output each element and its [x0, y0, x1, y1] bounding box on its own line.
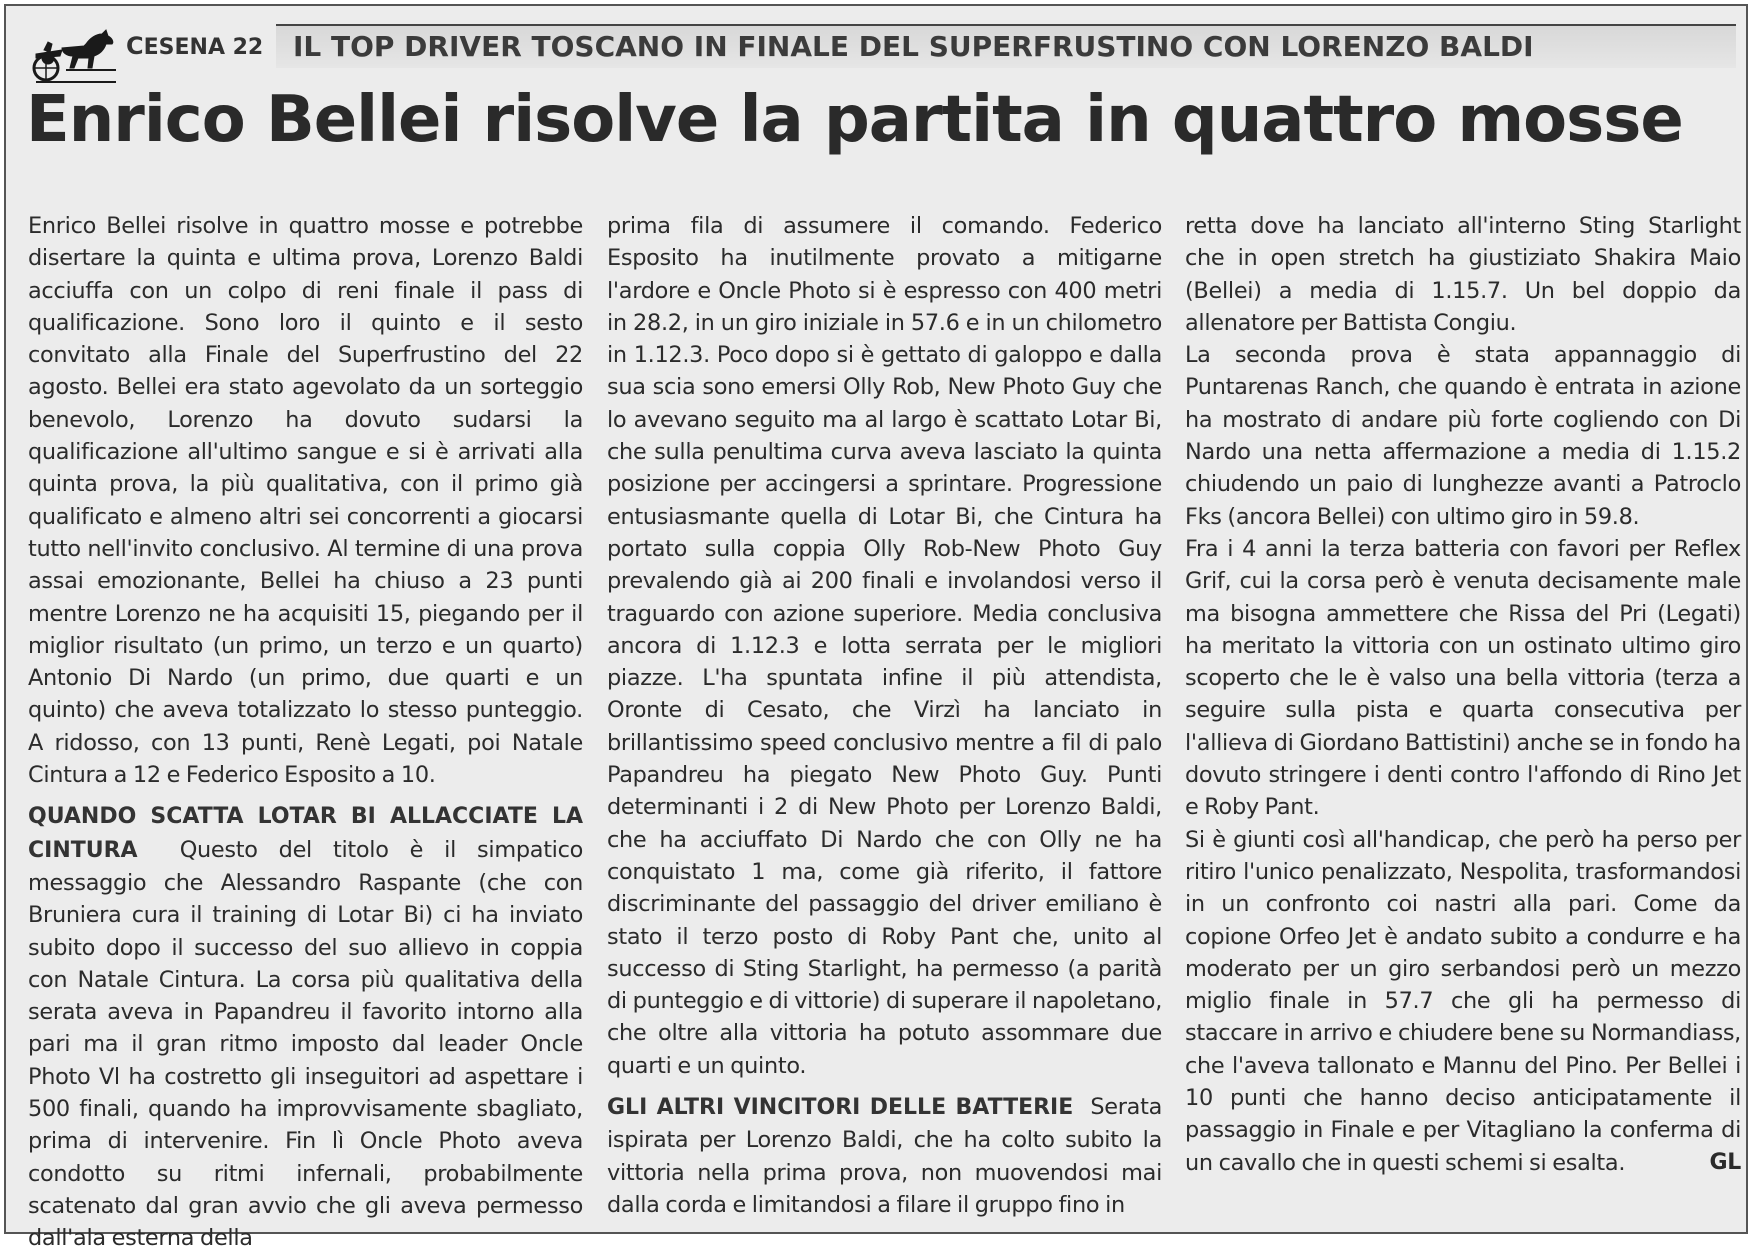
author-signature: GL [1709, 1149, 1741, 1175]
article-paragraph: QUANDO SCATTA LOTAR BI ALLACCIATE LA CINTURA Questo del titolo è il simpatico messaggio che Alessandro Raspante (che con Bruniera cura il training di Lotar Bi) ci ha inviato subito dopo il successo del suo allievo in coppia con Natale Cintura. La corsa più qualitativa della serata aveva in Papandreu il favorito intorno alla pari ma il gran ritmo imposto dal leader Oncle Photo Vl ha costretto gli inseguitori ad aspettare i 500 finali, quando ha improvvisamente sbagliato, prima di intervenire. Fin lì Oncle Photo aveva condotto su ritmi infernali, probabilmente scatenato dal gran avvio che gli aveva permesso dall'ala esterna della [28, 804, 584, 1252]
article-paragraph: GLI ALTRI VINCITORI DELLE BATTERIE Serata ispirata per Lorenzo Baldi, che ha colto subito la vittoria nella prima prova, non muovendosi mai dalla corda e limitandosi a filare il gruppo fino in [607, 1094, 1162, 1218]
article-paragraph: La seconda prova è stata appannaggio di Puntarenas Ranch, che quando è entrata in azione ha mostrato di andare più forte cogliendo con Di Nardo una netta affermazione a media di 1.15.2 chiudendo un paio di lunghezze avanti a Patroclo Fks (ancora Bellei) con ultimo giro in 59.8. [1185, 342, 1741, 530]
subheading: GLI ALTRI VINCITORI DELLE BATTERIE [607, 1095, 1074, 1121]
article-column-1 [28, 210, 583, 1255]
article-paragraph: Fra i 4 anni la terza batteria con favori per Reflex Grif, cui la corsa però è venuta decisamente male ma bisogna ammettere che Rissa del Pri (Legati) ha meritato la vittoria con un ostinato ultimo giro scoperto che le è valso una bella vittoria (terza a seguire sulla pista e quarta consecutiva per l'allieva di Giordano Battistini) anche se in fondo ha dovuto stringere i denti contro l'affondo di Rino Jet e Roby Pant. [1185, 535, 1741, 821]
newspaper-page [4, 4, 1748, 1252]
article-paragraph: prima fila di assumere il comando. Federico Esposito ha inutilmente provato a mitigarne l'ardore e Oncle Photo si è espresso con 400 metri in 28.2, in un giro iniziale in 57.6 e in un chilometro in 1.12.3. Poco dopo si è gettato di galoppo e dalla sua scia sono emersi Olly Rob, New Photo Guy che lo avevano seguito ma al largo è scattato Lotar Bi, che sulla penultima curva aveva lasciato la quinta posizione per accingersi a sprintare. Progressione entusiasmante quella di Lotar Bi, che Cintura ha portato sulla coppia Olly Rob-New Photo Guy prevalendo già ai 200 finali e involandosi verso il traguardo con azione superiore. Media conclusiva ancora di 1.12.3 e lotta serrata per le migliori piazze. L'ha spuntata infine il più attendista, Oronte di Cesato, che Virzì ha lanciato in brillantissimo speed conclusivo mentre a fil di palo Papandreu ha piegato New Photo Guy. Punti determinanti i 2 di New Photo per Lorenzo Baldi, che ha acciuffato Di Nardo che con Olly ne ha conquistato 1 ma, come già riferito, il fattore discriminante del passaggio del driver emiliano è stato il terzo posto di Roby Pant che, unito al successo di Sting Starlight, ha permesso (a parità di punteggio e di vittorie) di superare il napoletano, che oltre alla vittoria ha potuto assommare due quarti e un quinto. [607, 213, 1163, 1079]
article-column-3 [1185, 210, 1741, 1179]
headline: Enrico Bellei risolve la partita in quattro mosse [26, 83, 1683, 157]
subheading: QUANDO SCATTA LOTAR BI ALLACCIATE LA CINTURA [28, 804, 583, 863]
section-label: CESENA 22 [126, 32, 264, 60]
article-paragraph: Enrico Bellei risolve in quattro mosse e potrebbe disertare la quinta e ultima prova, Lorenzo Baldi acciuffa con un colpo di reni finale il pass di qualificazione. Sono loro il quinto e il sesto convitato alla Finale del Superfrustino del 22 agosto. Bellei era stato agevolato da un sorteggio benevolo, Lorenzo ha dovuto sudarsi la qualificazione all'ultimo sangue e si è arrivati alla quinta prova, la più qualitativa, con il primo già qualificato e almeno altri sei concorrenti a giocarsi tutto nell'invito conclusivo. Al termine di una prova assai emozionante, Bellei ha chiuso a 23 punti mentre Lorenzo ne ha acquisiti 15, piegando per il miglior risultato (un primo, un terzo e un quarto) Antonio Di Nardo (un primo, due quarti e un quinto) che aveva totalizzato lo stesso punteggio. A ridosso, con 13 punti, Renè Legati, poi Natale Cintura a 12 e Federico Esposito a 10. [28, 213, 583, 789]
article-column-2 [607, 210, 1162, 1221]
article-paragraph: retta dove ha lanciato all'interno Sting Starlight che in open stretch ha giustiziato Shakira Maio (Bellei) a media di 1.15.7. Un bel doppio da allenatore per Battista Congiu. [1185, 213, 1741, 336]
harness-racing-horse-icon [26, 28, 118, 88]
article-paragraph: Si è giunti così all'handicap, che però ha perso per ritiro l'unico penalizzato, Nespolita, trasformandosi in un confronto coi nastri alla pari. Come da copione Orfeo Jet è andato subito a condurre e ha moderato per un giro serbandosi però un mezzo miglio finale in 57.7 che gli ha permesso di staccare in arrivo e chiudere bene su Normandiass, che l'aveva tallonato e Mannu del Pino. Per Bellei i 10 punti che hanno deciso anticipatamente il passaggio in Finale e per Vitagliano la conferma di un cavallo che in questi schemi si esalta. GL [1185, 824, 1741, 1179]
kicker-headline: IL TOP DRIVER TOSCANO IN FINALE DEL SUPERFRUSTINO CON LORENZO BALDI [293, 30, 1534, 63]
